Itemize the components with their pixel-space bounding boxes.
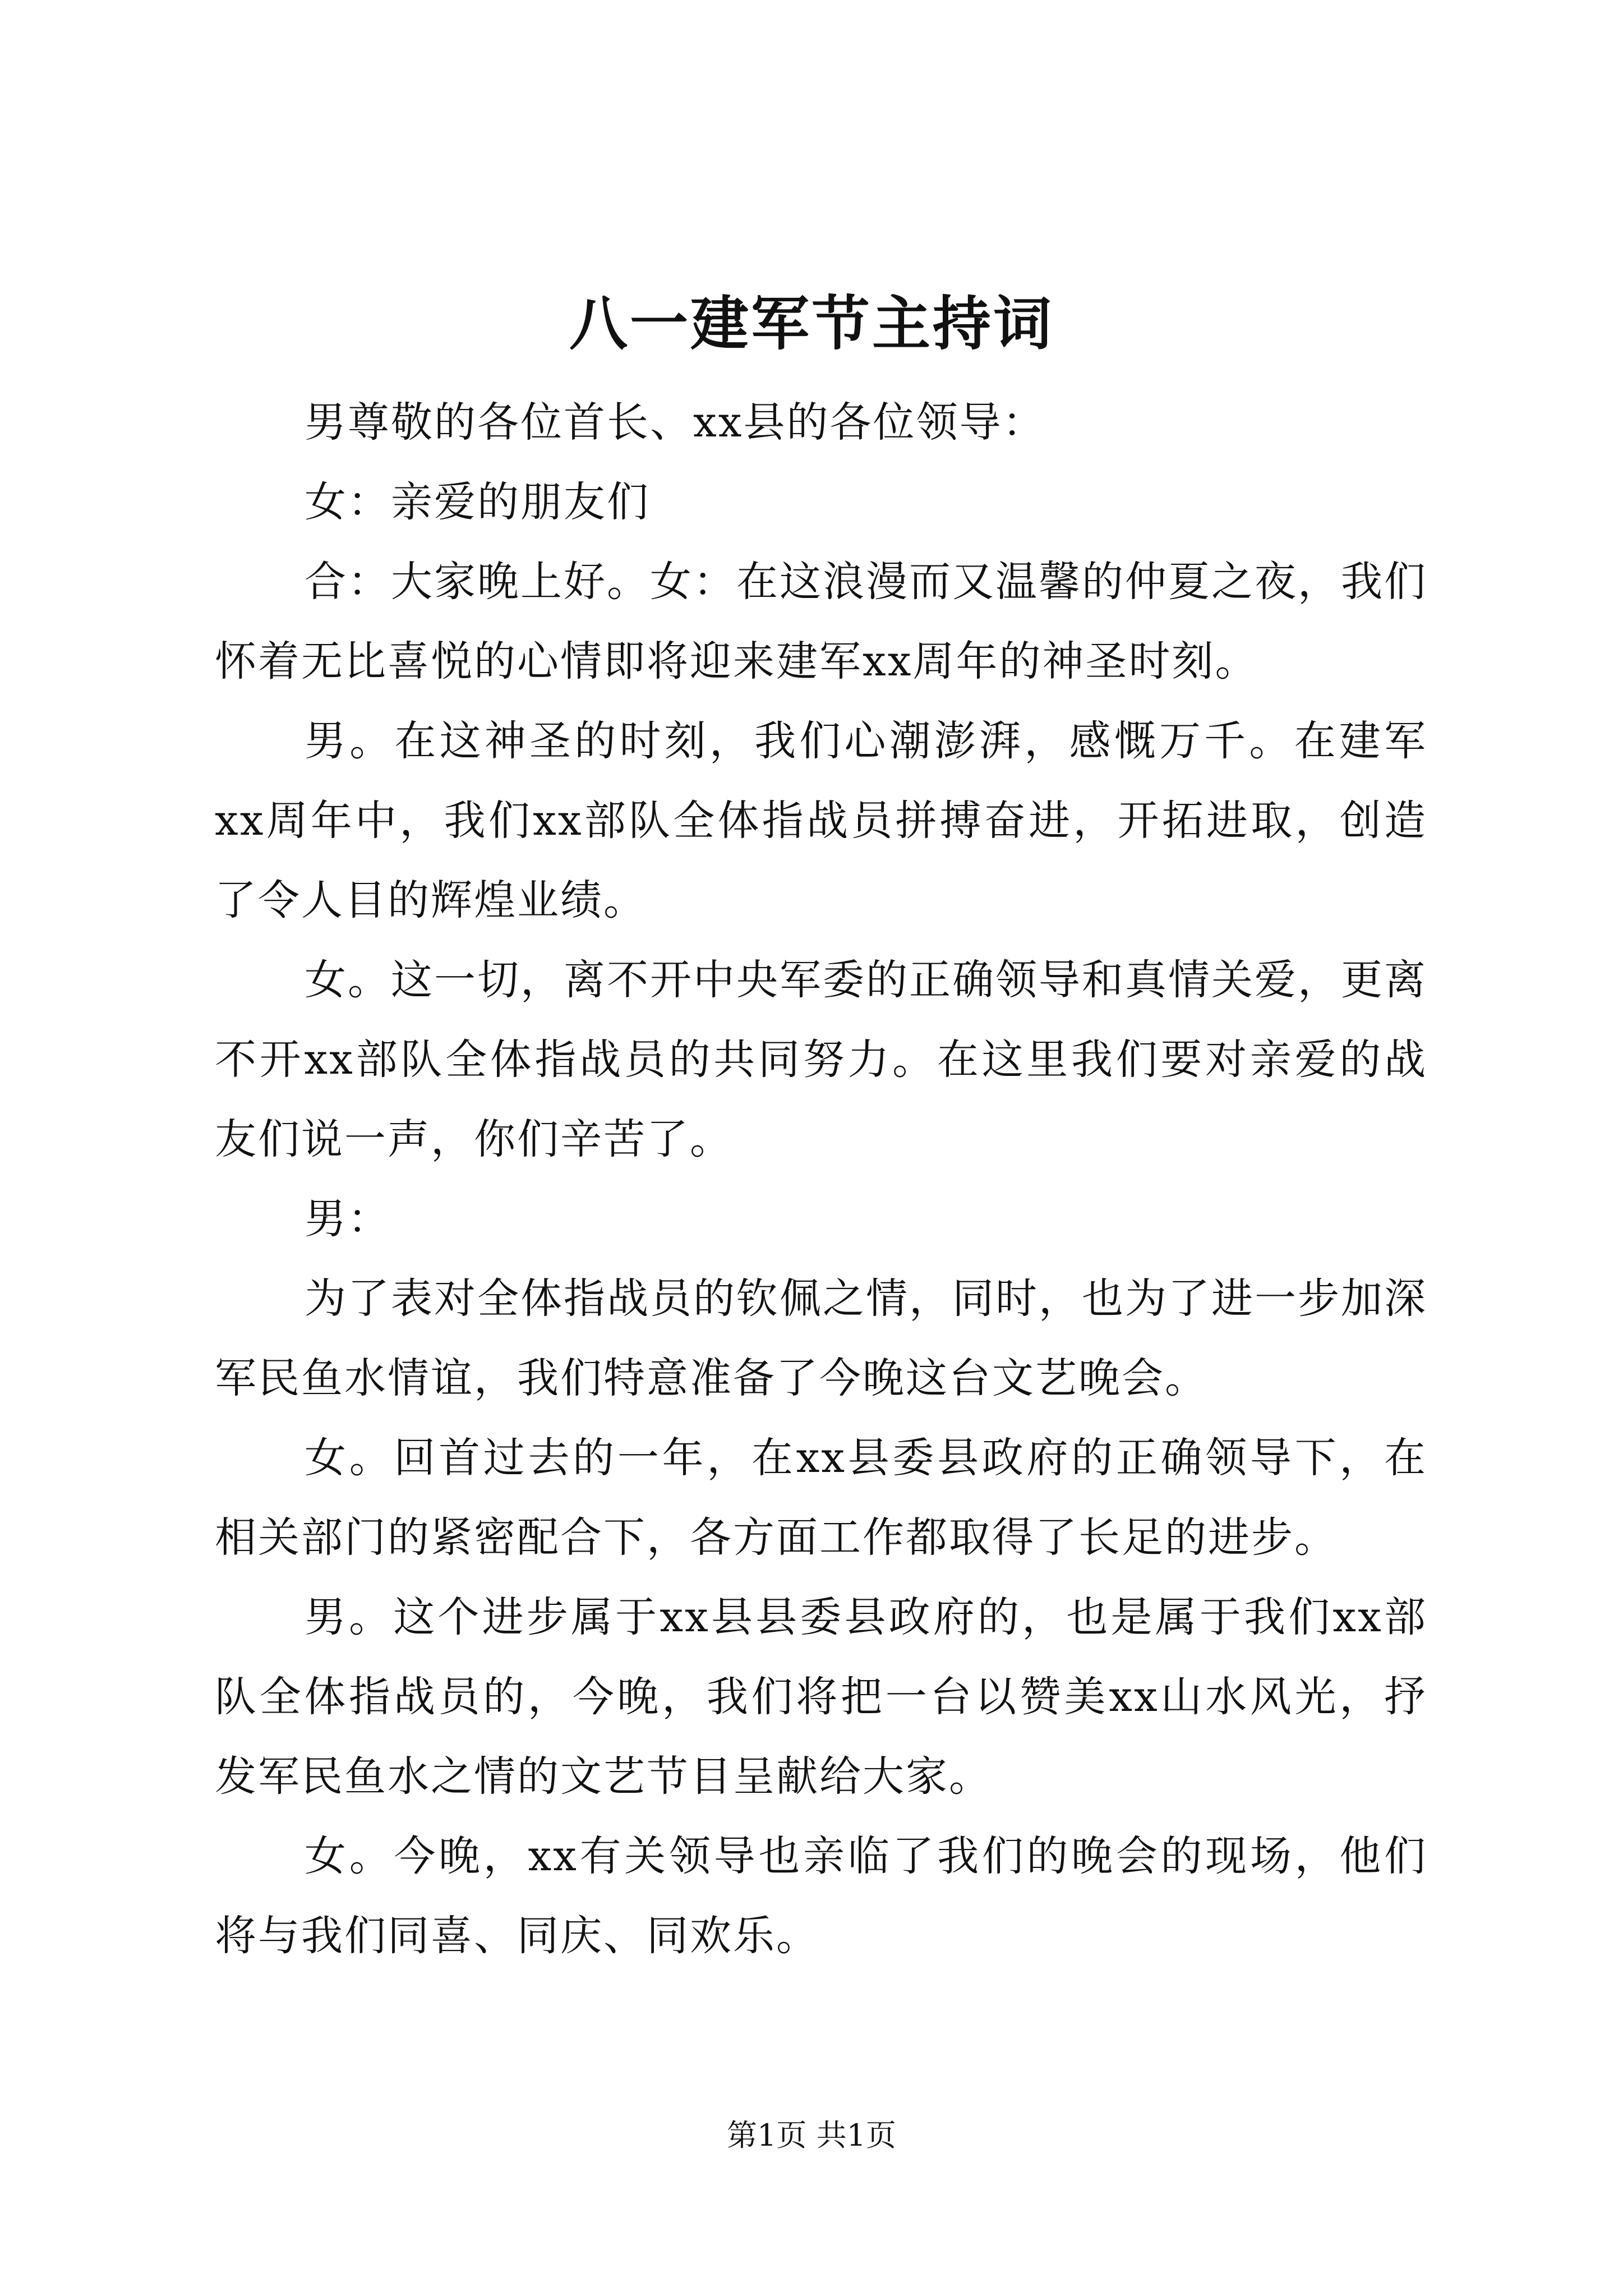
page-footer: 第1页 共1页	[727, 2118, 896, 2153]
paragraph-10: 女。今晚，xx有关领导也亲临了我们的晚会的现场，他们将与我们同喜、同庆、同欢乐。	[215, 1832, 1427, 1960]
paragraph-5: 女。这一切，离不开中央军委的正确领导和真情关爱，更离不开xx部队全体指战员的共同努力。在这里我们要对亲爱的战友们说一声，你们辛苦了。	[215, 956, 1427, 1163]
paragraph-1: 男尊敬的各位首长、xx县的各位领导：	[305, 398, 1046, 447]
paragraph-6: 男：	[305, 1195, 391, 1243]
document-title: 八一建军节主持词	[569, 289, 1054, 358]
paragraph-4: 男。在这神圣的时刻，我们心潮澎湃，感慨万千。在建军xx周年中，我们xx部队全体指战员拼搏奋进，开拓进取，创造了令人目的辉煌业绩。	[215, 717, 1427, 924]
paragraph-7: 为了表对全体指战员的钦佩之情，同时，也为了进一步加深军民鱼水情谊，我们特意准备了今晚这台文艺晚会。	[215, 1274, 1427, 1402]
paragraph-9: 男。这个进步属于xx县县委县政府的，也是属于我们xx部队全体指战员的，今晚，我们将把一台以赞美xx山水风光，抒发军民鱼水之情的文艺节目呈献给大家。	[215, 1593, 1427, 1801]
paragraph-2: 女：亲爱的朋友们	[305, 478, 650, 526]
paragraph-8: 女。回首过去的一年，在xx县委县政府的正确领导下，在相关部门的紧密配合下，各方面工作都取得了长足的进步。	[215, 1434, 1427, 1562]
document-body	[215, 383, 1427, 1976]
paragraph-3: 合：大家晚上好。女：在这浪漫而又温馨的仲夏之夜，我们怀着无比喜悦的心情即将迎来建军xx周年的神圣时刻。	[215, 558, 1427, 685]
